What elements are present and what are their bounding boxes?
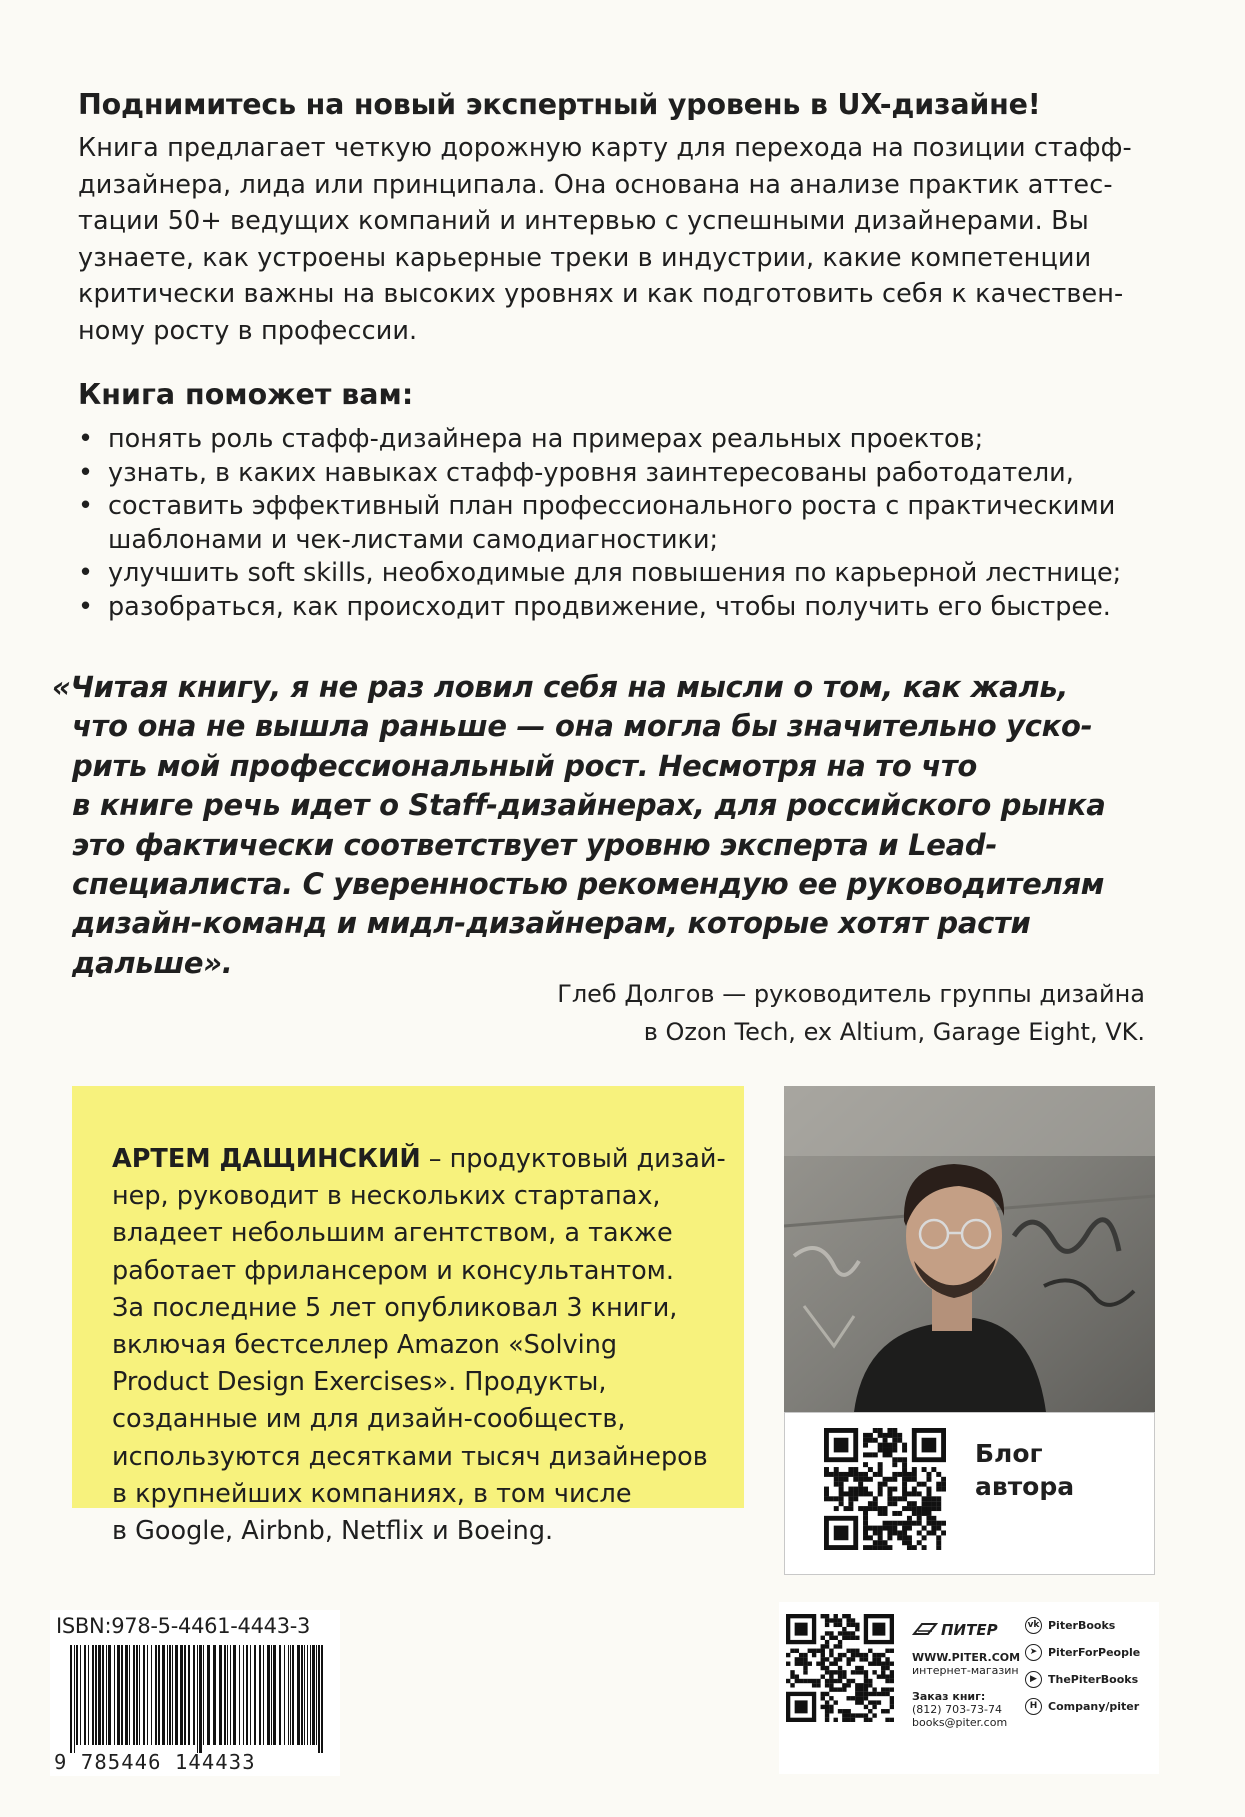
list-item [78, 557, 1148, 591]
bullet-marker: • [78, 591, 94, 622]
publisher-site[interactable]: WWW.PITER.COM [912, 1651, 1021, 1664]
publisher-site-note: интернет-магазин [912, 1664, 1019, 1677]
piter-logo-icon [912, 1622, 938, 1640]
publisher-logo-text: ПИТЕР [941, 1621, 998, 1639]
ean-digits: 9 785446 144433 [54, 1750, 256, 1774]
intro-line: критически важны на высоких уровнях и как подготовить себя к качествен- [78, 279, 1124, 309]
order-label: Заказ книг: [912, 1690, 986, 1703]
order-email[interactable]: books@piter.com [912, 1716, 1008, 1729]
list-item-text: улучшить soft skills, необходимые для повышения по карьерной лестнице; [108, 558, 1122, 588]
intro-line: дизайнера, лида или принципала. Она основана на анализе практик аттес- [78, 169, 1113, 200]
author-photo [784, 1086, 1155, 1412]
author-name: АРТЕМ ДАЩИНСКИЙ [112, 1144, 421, 1174]
quote-line: это фактически соответствует уровню эксперта и Lead- [72, 827, 998, 862]
bio-line: используются десятками тысяч дизайнеров [112, 1441, 708, 1472]
social-label: PiterForPeople [1048, 1646, 1141, 1659]
list-item [78, 490, 1148, 524]
bio-line [112, 1141, 726, 1178]
intro-line: ному росту в профессии. [78, 315, 418, 346]
intro-line: узнаете, как устроены карьерные треки в индустрии, какие компетенции [78, 242, 1092, 273]
quote-line: рить мой профессиональный рост. Несмотря на то что [72, 748, 978, 783]
list-item [78, 591, 1148, 625]
social-link-telegram[interactable] [1025, 1644, 1140, 1661]
review-quote [52, 668, 1162, 983]
blog-label-line: автора [975, 1472, 1075, 1501]
list-item-text: узнать, в каких навыках стафф-уровня заинтересованы работодатели, [108, 457, 1074, 488]
bullet-marker: • [78, 424, 94, 454]
bio-line: включая бестселлер Amazon «Solving [112, 1330, 618, 1361]
benefits-list [78, 423, 1148, 624]
intro-paragraph [78, 130, 1138, 349]
vk-icon: vk [1025, 1617, 1042, 1634]
barcode-icon [70, 1645, 326, 1753]
bio-line: в крупнейших компаниях, в том числе [112, 1478, 632, 1509]
isbn-number: ISBN:978-5-4461-4443-3 [56, 1614, 311, 1638]
benefits-heading: Книга поможет вам: [78, 378, 414, 411]
social-link-vk[interactable] [1025, 1617, 1115, 1634]
quote-line: специалиста. С уверенностью рекомендую ее руководителям [72, 867, 1105, 902]
list-item-text: понять роль стафф-дизайнера на примерах реальных проектов; [108, 424, 984, 454]
quote-line: в книге речь идет о Staff-дизайнерах, для российского рынка [72, 788, 1106, 823]
social-label: ThePiterBooks [1048, 1673, 1139, 1686]
bio-line: владеет небольшим агентством, а также [112, 1218, 673, 1249]
social-label: PiterBooks [1048, 1619, 1116, 1632]
blog-label-line: Блог [975, 1439, 1043, 1468]
bio-line: созданные им для дизайн-сообществ, [112, 1404, 626, 1435]
quote-line: что она не вышла раньше — она могла бы значительно уско- [72, 709, 1093, 744]
blog-qr-code-icon[interactable] [824, 1428, 946, 1550]
bullet-marker: • [78, 491, 94, 521]
attribution-line: Глеб Долгов — руководитель группы дизайна [557, 980, 1145, 1008]
headline: Поднимитесь на новый экспертный уровень в UX-дизайне! [78, 88, 1041, 121]
bullet-marker: • [78, 457, 94, 488]
quote-line: дизайн-команд и мидл-дизайнерам, которые хотят расти [72, 906, 1031, 941]
publisher-logo [912, 1621, 998, 1640]
telegram-icon: ➤ [1025, 1644, 1042, 1661]
bio-line: Product Design Exercises». Продукты, [112, 1367, 607, 1398]
social-link-habr[interactable] [1025, 1698, 1139, 1715]
bio-line: в Google, Airbnb, Netflix и Boeing. [112, 1516, 554, 1547]
publisher-qr-code-icon[interactable] [786, 1614, 894, 1722]
bio-line: нер, руководит в нескольких стартапах, [112, 1181, 661, 1212]
list-item-text: шаблонами и чек-листами самодиагностики; [108, 524, 719, 555]
intro-line: тации 50+ ведущих компаний и интервью с успешными дизайнерами. Вы [78, 206, 1089, 236]
bio-line: За последние 5 лет опубликовал 3 книги, [112, 1292, 678, 1323]
author-bio [112, 1141, 726, 1550]
attribution-line: в Ozon Tech, ex Altium, Garage Eight, VK. [643, 1018, 1145, 1046]
quote-attribution [557, 975, 1145, 1051]
habr-icon: H [1025, 1698, 1042, 1715]
quote-line: дальше». [72, 945, 233, 980]
list-item-text: составить эффективный план профессионального роста с практическими [108, 491, 1116, 521]
bio-line: работает фрилансером и консультантом. [112, 1255, 675, 1286]
list-item-text: разобраться, как происходит продвижение, чтобы получить его быстрее. [108, 591, 1111, 622]
author-portrait-image [784, 1086, 1155, 1412]
blog-label [975, 1437, 1074, 1503]
bio-text: – продуктовый дизай- [420, 1144, 726, 1174]
youtube-icon: ▶ [1025, 1671, 1042, 1688]
quote-line: «Читая книгу, я не раз ловил себя на мысли о том, как жаль, [52, 670, 1069, 704]
list-item [78, 423, 1148, 457]
list-item-continuation [78, 524, 1148, 558]
list-item [78, 457, 1148, 491]
order-phone: (812) 703-73-74 [912, 1703, 1003, 1716]
bullet-marker: • [78, 558, 94, 588]
social-label: Company/piter [1048, 1700, 1140, 1713]
intro-line: Книга предлагает четкую дорожную карту для перехода на позиции стафф- [78, 133, 1132, 163]
social-link-youtube[interactable] [1025, 1671, 1138, 1688]
